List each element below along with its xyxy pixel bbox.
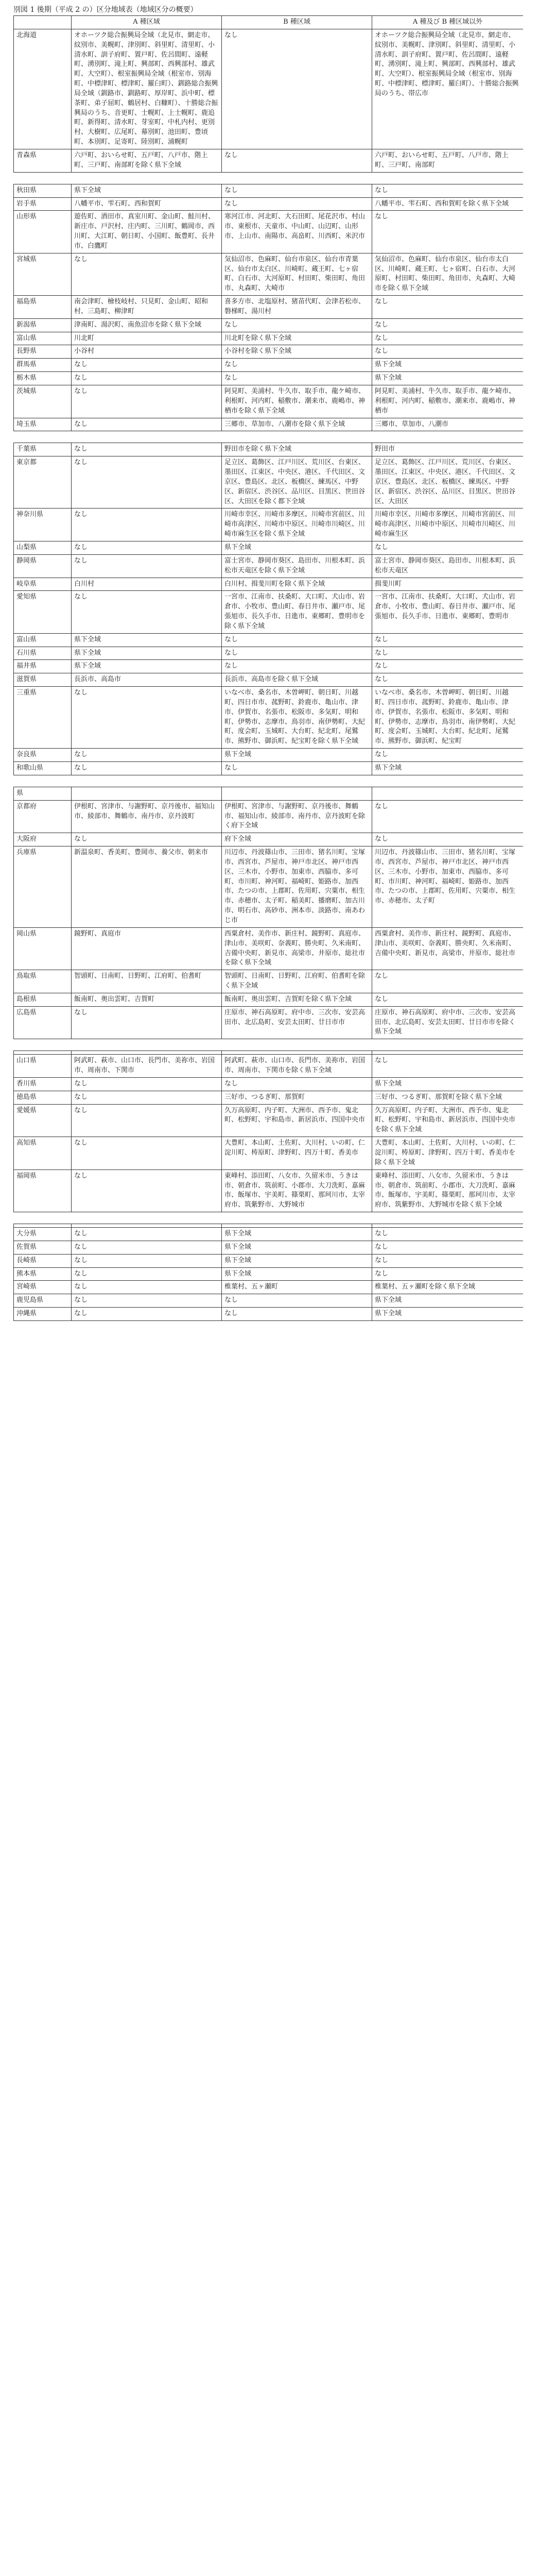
table-row [14, 443, 524, 456]
other-zone-cell: 大豊町、本山町、土佐町、大川村、いの町、仁淀川町、梼原町、津野町、四万十町、香美市を除く県下全域 [372, 1137, 524, 1170]
table-row [14, 1241, 524, 1254]
zone-b-cell: 飯南町、奥出雲町、吉賀町を除く県下全域 [222, 993, 372, 1006]
prefecture-cell: 新潟県 [14, 318, 72, 332]
prefecture-cell [14, 1051, 72, 1055]
zone-b-cell [222, 1051, 372, 1055]
table-row [14, 345, 524, 359]
table-section-gap [14, 1039, 524, 1051]
other-zone-cell: 一宮市、江南市、扶桑町、大口町、犬山市、岩倉市、小牧市、豊山町、春日井市、瀬戸市、尾張旭市、長久手市、日進市、東郷町、豊明市 [372, 591, 524, 633]
zone-b-cell: なし [222, 372, 372, 385]
zone-a-cell: なし [72, 385, 222, 418]
zone-a-cell: なし [72, 687, 222, 749]
prefecture-cell: 鳥取県 [14, 970, 72, 993]
zone-b-cell: 長浜市、高島市を除く県下全域 [222, 673, 372, 687]
table-row [14, 418, 524, 431]
other-zone-cell: 県下全域 [372, 1294, 524, 1308]
table-row [14, 578, 524, 591]
table-row [14, 359, 524, 372]
table-row [14, 197, 524, 211]
zone-b-cell: 椎葉村、五ヶ瀬町 [222, 1281, 372, 1294]
table-row [14, 927, 524, 970]
zone-b-cell: 県下全域 [222, 1228, 372, 1241]
prefecture-cell: 奈良県 [14, 749, 72, 762]
zone-b-cell: 川北町を除く県下全域 [222, 332, 372, 345]
zone-b-cell: なし [222, 184, 372, 197]
zone-a-cell: 県下全域 [72, 647, 222, 660]
other-zone-cell: なし [372, 1055, 524, 1078]
prefecture-cell: 山梨県 [14, 541, 72, 554]
zone-a-cell: 智頭町、日南町、日野町、江府町、伯耆町 [72, 970, 222, 993]
zone-a-cell: なし [72, 418, 222, 431]
table-row [14, 1137, 524, 1170]
other-zone-cell: なし [372, 184, 524, 197]
table-row [14, 1308, 524, 1321]
zone-b-cell: 白川村、揖斐川町を除く県下全域 [222, 578, 372, 591]
zone-a-cell: 小谷村 [72, 345, 222, 359]
prefecture-cell: 熊本県 [14, 1267, 72, 1281]
zone-a-cell: 阿武町、萩市、山口市、長門市、美祢市、岩国市、周南市、下関市 [72, 1055, 222, 1078]
prefecture-cell: 岩手県 [14, 197, 72, 211]
table-row [14, 1104, 524, 1137]
header-prefecture [14, 16, 72, 29]
other-zone-cell: 東峰村、添田町、八女市、久留米市、うきは市、朝倉市、筑前町、小郡市、大刀洗町、嘉麻市、飯塚市、宇美町、篠栗町、那珂川市、太宰府市、筑紫野市、大野城市を除く県下全域 [372, 1170, 524, 1212]
zone-a-cell [72, 1224, 222, 1228]
table-row [14, 660, 524, 673]
zone-a-cell [72, 1051, 222, 1055]
table-row [14, 1267, 524, 1281]
table-row [14, 993, 524, 1006]
table-row [14, 456, 524, 509]
other-zone-cell: 県下全域 [372, 1308, 524, 1321]
zone-a-cell: 新温泉町、香美町、豊岡市、養父市、朝来市 [72, 846, 222, 928]
zone-a-cell: オホーツク総合振興局全域（北見市、網走市、紋別市、美幌町、津別町、斜里町、清里町、小清水町、訓子府町、置戸町、佐呂間町、遠軽町、湧別町、滝上町、興部町、西興部村、雄武町、大空町）、根室振興局全域（根室市、別海町、中標津町、標津町、羅臼町）、釧路総合振興局全域（釧路市、釧路町、厚岸町、浜中町、標茶町、弟子屈町、鶴居村、白糠町）、十勝総合振興局のうち、音更町、士幌町、上士幌町、鹿追町、新得町、清水町、芽室町、中札内村、更別村、大樹町、広尾町、幕別町、池田町、豊頃町、本別町、足寄町、陸別町、浦幌町 [72, 29, 222, 149]
other-zone-cell: 八幡平市、雫石町、西和賀町を除く県下全域 [372, 197, 524, 211]
table-row [14, 184, 524, 197]
table-row [14, 762, 524, 775]
table-header-row [14, 16, 524, 29]
zone-a-cell: 遊佐町、酒田市、真室川町、金山町、鮭川村、新庄市、戸沢村、庄内町、三川町、鶴岡市、西川町、大江町、朝日町、小国町、飯豊町、長井市、白鷹町 [72, 211, 222, 253]
table-section-gap [14, 172, 524, 184]
table-row [14, 1170, 524, 1212]
page-title: 別図 1 後期（平成 2 の）区分地域表（地域区分の概要） [13, 6, 198, 14]
prefecture-cell: 富山県 [14, 633, 72, 647]
zone-b-cell: なし [222, 359, 372, 372]
zone-a-cell: なし [72, 1091, 222, 1104]
prefecture-cell: 静岡県 [14, 554, 72, 578]
section-gap-cell [14, 172, 524, 184]
zone-b-cell: いなべ市、桑名市、木曽岬町、朝日町、川越町、四日市市、菰野町、鈴鹿市、亀山市、津市、伊賀市、名張市、松阪市、多気町、明和町、伊勢市、志摩市、鳥羽市、南伊勢町、大紀町、度会町、玉城町、大台町、紀北町、尾鷲市、熊野市、御浜町、紀宝町を除く県下全域 [222, 687, 372, 749]
zone-b-cell: 川辺市、丹波篠山市、三田市、猪名川町、宝塚市、西宮市、芦屋市、神戸市北区、神戸市西区、三木市、小野市、加東市、西脇市、多可町、市川町、神河町、福崎町、姫路市、加西市、たつの市、上郡町、佐用町、宍粟市、相生市、赤穂市、太子町、稲美町、播磨町、加古川市、明石市、高砂市、洲本市、淡路市、南あわじ市 [222, 846, 372, 928]
prefecture-cell: 京都府 [14, 800, 72, 833]
prefecture-cell: 秋田県 [14, 184, 72, 197]
zone-a-cell: 津南町、湯沢町、南魚沼市を除く県下全域 [72, 318, 222, 332]
other-zone-cell: なし [372, 647, 524, 660]
zone-a-cell: なし [72, 762, 222, 775]
zone-a-cell: 県下全域 [72, 660, 222, 673]
zone-b-cell: なし [222, 197, 372, 211]
other-zone-cell: 川崎市幸区、川崎市多摩区、川崎市宮前区、川崎市高津区、川崎市中原区、川崎市川崎区、川崎市麻生区 [372, 509, 524, 541]
other-zone-cell: なし [372, 1267, 524, 1281]
zone-a-cell: なし [72, 1294, 222, 1308]
zone-b-cell: 県下全域 [222, 1241, 372, 1254]
other-zone-cell: 椎葉村、五ヶ瀬町を除く県下全域 [372, 1281, 524, 1294]
zone-b-cell: 阿見町、美浦村、牛久市、取手市、龍ケ崎市、利根町、河内町、稲敷市、潮来市、鹿嶋市、神栖市を除く県下全域 [222, 385, 372, 418]
other-zone-cell: なし [372, 633, 524, 647]
prefecture-cell: 三重県 [14, 687, 72, 749]
zone-a-cell [72, 787, 222, 800]
prefecture-cell: 神奈川県 [14, 509, 72, 541]
zone-b-cell: 一宮市、江南市、扶桑町、大口町、犬山市、岩倉市、小牧市、豊山町、春日井市、瀬戸市、尾張旭市、長久手市、日進市、東郷町、豊明市を除く県下全域 [222, 591, 372, 633]
prefecture-cell [14, 1224, 72, 1228]
zone-a-cell: 六戸町、おいらせ町、五戸町、八戸市、階上町、三戸町、南部町を除く県下全域 [72, 149, 222, 172]
other-zone-cell: なし [372, 993, 524, 1006]
prefecture-cell: 岐阜県 [14, 578, 72, 591]
other-zone-cell: 足立区、葛飾区、江戸川区、荒川区、台東区、墨田区、江東区、中央区、港区、千代田区、文京区、豊島区、北区、板橋区、練馬区、中野区、新宿区、渋谷区、品川区、目黒区、世田谷区、大田区 [372, 456, 524, 509]
prefecture-cell: 長野県 [14, 345, 72, 359]
prefecture-cell: 千葉県 [14, 443, 72, 456]
table-row [14, 1228, 524, 1241]
prefecture-cell: 長崎県 [14, 1254, 72, 1267]
zone-b-cell: なし [222, 29, 372, 149]
zone-b-cell: 富士宮市、静岡市葵区、島田市、川根本町、浜松市天竜区を除く県下全域 [222, 554, 372, 578]
zone-a-cell: なし [72, 1267, 222, 1281]
zone-a-cell: なし [72, 253, 222, 295]
prefecture-cell: 茨城県 [14, 385, 72, 418]
zone-a-cell: なし [72, 509, 222, 541]
table-section-gap [14, 775, 524, 787]
other-zone-cell [372, 787, 524, 800]
other-zone-cell: 西粟倉村、美作市、新庄村、鏡野町、真庭市、津山市、美咲町、奈義町、勝央町、久米南町、吉備中央町、新見市、高梁市、井原市、総社市 [372, 927, 524, 970]
zone-a-cell: なし [72, 554, 222, 578]
table-row [14, 1055, 524, 1078]
zone-a-cell: なし [72, 541, 222, 554]
zone-b-cell: 気仙沼市、色麻町、仙台市泉区、仙台市青葉区、仙台市太白区、川崎町、蔵王町、七ヶ宿町、白石市、大河原町、村田町、柴田町、角田市、丸森町、大崎市 [222, 253, 372, 295]
table-row [14, 787, 524, 800]
section-gap-cell [14, 775, 524, 787]
other-zone-cell: なし [372, 800, 524, 833]
zone-a-cell: なし [72, 372, 222, 385]
other-zone-cell: 阿見町、美浦村、牛久市、取手市、龍ケ崎市、利根町、河内町、稲敷市、潮来市、鹿嶋市、神栖市 [372, 385, 524, 418]
table-row [14, 296, 524, 319]
table-row [14, 1294, 524, 1308]
other-zone-cell: 気仙沼市、色麻町、仙台市泉区、仙台市太白区、川崎町、蔵王町、七ヶ宿町、白石市、大河原町、村田町、柴田町、角田市、丸森町、大崎市を除く県下全域 [372, 253, 524, 295]
zone-a-cell: 川北町 [72, 332, 222, 345]
zone-a-cell: 八幡平市、雫石町、西和賀町 [72, 197, 222, 211]
zone-a-cell: なし [72, 1006, 222, 1039]
table-row [14, 633, 524, 647]
zone-a-cell: 県下全域 [72, 184, 222, 197]
zone-b-cell: 三郷市、草加市、八潮市を除く県下全域 [222, 418, 372, 431]
other-zone-cell: なし [372, 332, 524, 345]
other-zone-cell: なし [372, 318, 524, 332]
other-zone-cell: 県下全域 [372, 762, 524, 775]
prefecture-cell: 沖縄県 [14, 1308, 72, 1321]
zone-b-cell: なし [222, 318, 372, 332]
zone-b-cell: 府下全域 [222, 833, 372, 846]
table-row [14, 1051, 524, 1055]
zone-a-cell: なし [72, 1254, 222, 1267]
prefecture-cell: 高知県 [14, 1137, 72, 1170]
other-zone-cell: なし [372, 833, 524, 846]
table-row [14, 833, 524, 846]
table-row [14, 509, 524, 541]
header-zone-b: B 種区域 [222, 16, 372, 29]
table-section-gap [14, 431, 524, 443]
section-gap-cell [14, 431, 524, 443]
zone-b-cell: 県下全域 [222, 1267, 372, 1281]
prefecture-cell: 北海道 [14, 29, 72, 149]
prefecture-cell: 富山県 [14, 332, 72, 345]
other-zone-cell: なし [372, 749, 524, 762]
table-section-gap [14, 1212, 524, 1224]
section-gap-cell [14, 1212, 524, 1224]
region-table-wrapper [13, 15, 523, 2576]
zone-b-cell [222, 1224, 372, 1228]
zone-b-cell: なし [222, 647, 372, 660]
zone-a-cell: なし [72, 1104, 222, 1137]
other-zone-cell: オホーツク総合振興局全域（北見市、網走市、紋別市、美幌町、津別町、斜里町、清里町、小清水町、訓子府町、置戸町、佐呂間町、遠軽町、湧別町、滝上町、興部町、西興部村、雄武町、大空町）、根室振興局全域（根室市、別海町、中標津町、標津町、羅臼町）、十勝総合振興局のうち、帯広市 [372, 29, 524, 149]
table-row [14, 385, 524, 418]
table-row [14, 541, 524, 554]
zone-b-cell: 県下全域 [222, 749, 372, 762]
zone-a-cell: なし [72, 1077, 222, 1091]
table-row [14, 29, 524, 149]
zone-a-cell: なし [72, 1241, 222, 1254]
table-row [14, 211, 524, 253]
region-classification-table [13, 15, 523, 1321]
zone-b-cell: 伊根町、宮津市、与謝野町、京丹後市、舞鶴市、福知山市、綾部市、南丹市、京丹波町を除く府下全域 [222, 800, 372, 833]
zone-a-cell: 伊根町、宮津市、与謝野町、京丹後市、福知山市、綾部市、舞鶴市、南丹市、京丹波町 [72, 800, 222, 833]
zone-b-cell: 大豊町、本山町、土佐町、大川村、いの町、仁淀川町、梼原町、津野町、四万十町、香美市 [222, 1137, 372, 1170]
zone-b-cell: 庄原市、神石高原町、府中市、三次市、安芸高田市、北広島町、安芸太田町、廿日市市 [222, 1006, 372, 1039]
other-zone-cell: 揖斐川町 [372, 578, 524, 591]
other-zone-cell: なし [372, 1254, 524, 1267]
table-row [14, 800, 524, 833]
zone-b-cell: なし [222, 1294, 372, 1308]
zone-a-cell: なし [72, 1170, 222, 1212]
prefecture-cell: 山形県 [14, 211, 72, 253]
other-zone-cell: なし [372, 541, 524, 554]
prefecture-cell: 石川県 [14, 647, 72, 660]
zone-a-cell: なし [72, 833, 222, 846]
other-zone-cell: 県下全域 [372, 359, 524, 372]
other-zone-cell: 野田市 [372, 443, 524, 456]
other-zone-cell: 富士宮市、静岡市葵区、島田市、川根本町、浜松市天竜区 [372, 554, 524, 578]
other-zone-cell: 三好市、つるぎ町、那賀町を除く県下全域 [372, 1091, 524, 1104]
zone-a-cell: 飯南町、奥出雲町、吉賀町 [72, 993, 222, 1006]
prefecture-cell: 岡山県 [14, 927, 72, 970]
zone-b-cell: 東峰村、添田町、八女市、久留米市、うきは市、朝倉市、筑前町、小郡市、大刀洗町、嘉麻市、飯塚市、宇美町、篠栗町、那珂川市、太宰府市、筑紫野市、大野城市 [222, 1170, 372, 1212]
prefecture-cell: 島根県 [14, 993, 72, 1006]
zone-b-cell: 野田市を除く県下全域 [222, 443, 372, 456]
zone-b-cell: なし [222, 1308, 372, 1321]
prefecture-cell: 滋賀県 [14, 673, 72, 687]
table-row [14, 318, 524, 332]
other-zone-cell: 三郷市、草加市、八潮市 [372, 418, 524, 431]
zone-b-cell: 喜多方市、北塩原村、猪苗代町、会津若松市、磐梯町、湯川村 [222, 296, 372, 319]
prefecture-cell: 徳島県 [14, 1091, 72, 1104]
zone-a-cell: 鏡野町、真庭市 [72, 927, 222, 970]
prefecture-cell: 大阪府 [14, 833, 72, 846]
prefecture-cell: 愛知県 [14, 591, 72, 633]
table-row [14, 647, 524, 660]
other-zone-cell: なし [372, 970, 524, 993]
zone-a-cell: なし [72, 1308, 222, 1321]
prefecture-cell: 山口県 [14, 1055, 72, 1078]
other-zone-cell: なし [372, 673, 524, 687]
header-zone-a: A 種区域 [72, 16, 222, 29]
zone-b-cell: なし [222, 633, 372, 647]
zone-b-cell: なし [222, 1077, 372, 1091]
prefecture-cell: 鹿児島県 [14, 1294, 72, 1308]
table-row [14, 1091, 524, 1104]
zone-b-cell: なし [222, 762, 372, 775]
other-zone-cell: 県下全域 [372, 372, 524, 385]
other-zone-cell [372, 1051, 524, 1055]
zone-a-cell: なし [72, 443, 222, 456]
zone-b-cell: 県下全域 [222, 1254, 372, 1267]
zone-b-cell: 阿武町、萩市、山口市、長門市、美祢市、岩国市、周南市、下関市を除く県下全域 [222, 1055, 372, 1078]
prefecture-cell: 群馬県 [14, 359, 72, 372]
header-other: A 種及び B 種区域以外 [372, 16, 524, 29]
table-row [14, 970, 524, 993]
zone-a-cell: なし [72, 456, 222, 509]
zone-b-cell: 県下全域 [222, 541, 372, 554]
prefecture-cell: 和歌山県 [14, 762, 72, 775]
other-zone-cell: なし [372, 1241, 524, 1254]
other-zone-cell: なし [372, 211, 524, 253]
zone-b-cell: 川崎市幸区、川崎市多摩区、川崎市宮前区、川崎市高津区、川崎市中原区、川崎市川崎区、川崎市麻生区を除く県下全域 [222, 509, 372, 541]
other-zone-cell: なし [372, 1228, 524, 1241]
table-row [14, 149, 524, 172]
table-row [14, 846, 524, 928]
other-zone-cell: なし [372, 660, 524, 673]
zone-a-cell: なし [72, 749, 222, 762]
zone-a-cell: 県下全域 [72, 633, 222, 647]
zone-b-cell [222, 787, 372, 800]
prefecture-cell: 大分県 [14, 1228, 72, 1241]
table-row [14, 1254, 524, 1267]
zone-b-cell: 三好市、つるぎ町、那賀町 [222, 1091, 372, 1104]
zone-a-cell: 南会津町、檜枝岐村、只見町、金山町、昭和村、三島町、柳津町 [72, 296, 222, 319]
prefecture-cell: 埼玉県 [14, 418, 72, 431]
prefecture-cell: 福島県 [14, 296, 72, 319]
prefecture-cell: 宮崎県 [14, 1281, 72, 1294]
zone-b-cell: 久万高原町、内子町、大洲市、西予市、鬼北町、松野町、宇和島市、新居浜市、四国中央市 [222, 1104, 372, 1137]
other-zone-cell: 川辺市、丹波篠山市、三田市、猪名川町、宝塚市、西宮市、芦屋市、神戸市北区、神戸市西区、三木市、小野市、加東市、西脇市、多可町、市川町、神河町、福崎町、姫路市、加西市、たつの市、上郡町、佐用町、宍粟市、相生市、赤穂市、太子町 [372, 846, 524, 928]
table-row [14, 1077, 524, 1091]
prefecture-cell: 東京都 [14, 456, 72, 509]
table-row [14, 1006, 524, 1039]
zone-a-cell: 白川村 [72, 578, 222, 591]
zone-a-cell: なし [72, 591, 222, 633]
zone-b-cell: 寒河江市、河北町、大石田町、尾花沢市、村山市、東根市、天童市、中山町、山辺町、山形市、上山市、南陽市、高畠町、川西町、米沢市 [222, 211, 372, 253]
prefecture-cell: 香川県 [14, 1077, 72, 1091]
table-row [14, 332, 524, 345]
prefecture-cell: 県 [14, 787, 72, 800]
table-row [14, 253, 524, 295]
other-zone-cell [372, 1224, 524, 1228]
other-zone-cell: 六戸町、おいらせ町、五戸町、八戸市、階上町、三戸町、南部町 [372, 149, 524, 172]
table-row [14, 673, 524, 687]
zone-b-cell: 西粟倉村、美作市、新庄村、鏡野町、真庭市、津山市、美咲町、奈義町、勝央町、久米南町、吉備中央町、新見市、高梁市、井原市、総社市を除く県下全域 [222, 927, 372, 970]
prefecture-cell: 愛媛県 [14, 1104, 72, 1137]
other-zone-cell: 久万高原町、内子町、大洲市、西予市、鬼北町、松野町、宇和島市、新居浜市、四国中央市を除く県下全域 [372, 1104, 524, 1137]
zone-b-cell: 智頭町、日南町、日野町、江府町、伯耆町を除く県下全域 [222, 970, 372, 993]
zone-a-cell: 長浜市、高島市 [72, 673, 222, 687]
other-zone-cell: いなべ市、桑名市、木曽岬町、朝日町、川越町、四日市市、菰野町、鈴鹿市、亀山市、津市、伊賀市、名張市、松阪市、多気町、明和町、伊勢市、志摩市、鳥羽市、南伊勢町、大紀町、度会町、玉城町、大台町、紀北町、尾鷲市、熊野市、御浜町、紀宝町 [372, 687, 524, 749]
zone-b-cell: なし [222, 660, 372, 673]
table-row [14, 749, 524, 762]
section-gap-cell [14, 1039, 524, 1051]
prefecture-cell: 広島県 [14, 1006, 72, 1039]
table-row [14, 591, 524, 633]
zone-a-cell: なし [72, 1228, 222, 1241]
table-row [14, 1281, 524, 1294]
zone-b-cell: なし [222, 149, 372, 172]
other-zone-cell: なし [372, 345, 524, 359]
zone-b-cell: 足立区、葛飾区、江戸川区、荒川区、台東区、墨田区、江東区、中央区、港区、千代田区、文京区、豊島区、北区、板橋区、練馬区、中野区、新宿区、渋谷区、品川区、目黒区、世田谷区、大田区を除く都下全域 [222, 456, 372, 509]
prefecture-cell: 佐賀県 [14, 1241, 72, 1254]
other-zone-cell: 県下全域 [372, 1077, 524, 1091]
prefecture-cell: 青森県 [14, 149, 72, 172]
prefecture-cell: 宮城県 [14, 253, 72, 295]
zone-a-cell: なし [72, 1137, 222, 1170]
prefecture-cell: 福井県 [14, 660, 72, 673]
table-body [14, 29, 524, 1320]
prefecture-cell: 栃木県 [14, 372, 72, 385]
other-zone-cell: 庄原市、神石高原町、府中市、三次市、安芸高田市、北広島町、安芸太田町、廿日市市を除く県下全域 [372, 1006, 524, 1039]
other-zone-cell: なし [372, 296, 524, 319]
zone-b-cell: 小谷村を除く県下全域 [222, 345, 372, 359]
table-row [14, 1224, 524, 1228]
zone-a-cell: なし [72, 1281, 222, 1294]
prefecture-cell: 兵庫県 [14, 846, 72, 928]
zone-a-cell: なし [72, 359, 222, 372]
table-row [14, 687, 524, 749]
table-row [14, 554, 524, 578]
table-row [14, 372, 524, 385]
prefecture-cell: 福岡県 [14, 1170, 72, 1212]
